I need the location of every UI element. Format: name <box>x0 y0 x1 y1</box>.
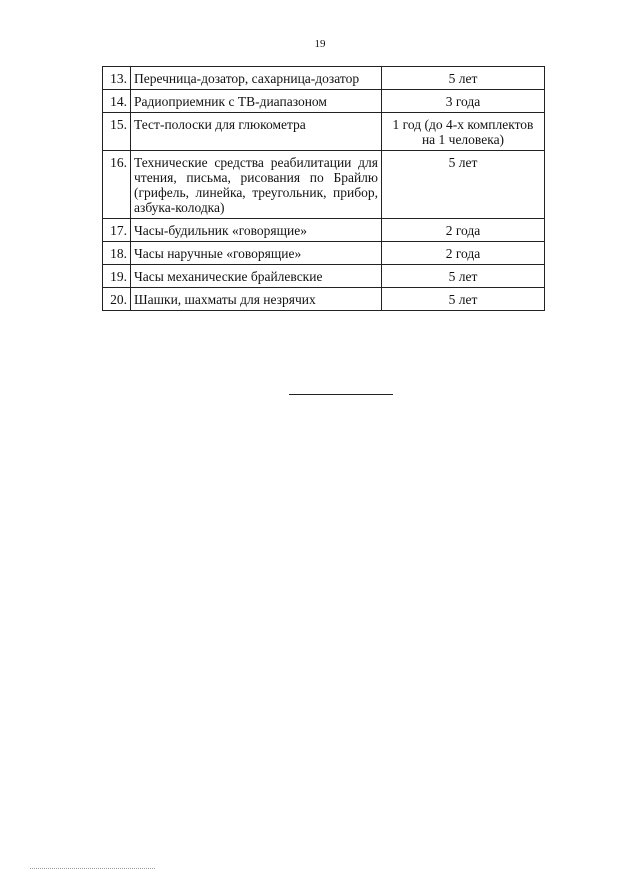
item-name: Технические средства реабилитации для чтения, письма, рисования по Брайлю (грифель, линейка, треугольник, прибор, азбука-колодка) <box>131 151 382 219</box>
item-name: Часы-будильник «говорящие» <box>131 219 382 242</box>
table-row <box>103 90 545 113</box>
row-number: 18. <box>103 242 131 265</box>
item-name: Часы механические брайлевские <box>131 265 382 288</box>
table-row <box>103 113 545 151</box>
table-row <box>103 151 545 219</box>
row-number: 20. <box>103 288 131 311</box>
row-number: 14. <box>103 90 131 113</box>
row-number: 13. <box>103 67 131 90</box>
usage-term: 2 года <box>382 242 545 265</box>
item-name: Часы наручные «говорящие» <box>131 242 382 265</box>
end-of-document-rule <box>289 394 393 395</box>
page-number: 19 <box>314 38 326 50</box>
usage-term: 3 года <box>382 90 545 113</box>
table-row <box>103 219 545 242</box>
item-name: Шашки, шахматы для незрячих <box>131 288 382 311</box>
items-table <box>102 66 545 311</box>
usage-term: 5 лет <box>382 288 545 311</box>
table-row <box>103 242 545 265</box>
usage-term: 5 лет <box>382 151 545 219</box>
row-number: 19. <box>103 265 131 288</box>
table-row <box>103 265 545 288</box>
usage-term: 2 года <box>382 219 545 242</box>
row-number: 15. <box>103 113 131 151</box>
usage-term: 5 лет <box>382 67 545 90</box>
usage-term: 1 год (до 4-х комплектов на 1 человека) <box>382 113 545 151</box>
scan-artifact <box>30 868 155 869</box>
item-name: Радиоприемник с ТВ-диапазоном <box>131 90 382 113</box>
usage-term: 5 лет <box>382 265 545 288</box>
table-row <box>103 67 545 90</box>
item-name: Перечница-дозатор, сахарница-дозатор <box>131 67 382 90</box>
row-number: 16. <box>103 151 131 219</box>
table-row <box>103 288 545 311</box>
item-name: Тест-полоски для глюкометра <box>131 113 382 151</box>
row-number: 17. <box>103 219 131 242</box>
